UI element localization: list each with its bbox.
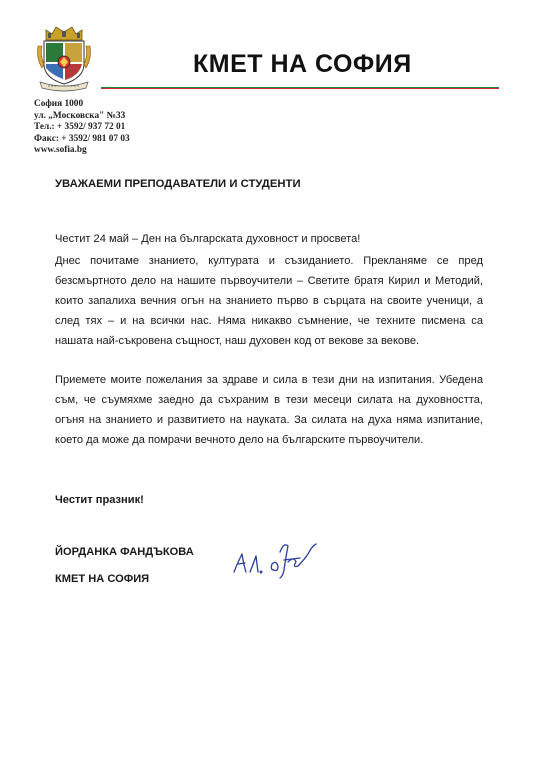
address-city: София 1000 [34,99,84,109]
paragraph-1: Честит 24 май – Ден на българската духовност и просвета! [55,233,361,245]
address-website: www.sofia.bg [34,145,87,155]
signatory-title: КМЕТ НА СОФИЯ [55,573,150,585]
handwritten-signature [228,532,328,580]
paragraph-3: Приемете моите пожелания за здраве и сила в тези дни на изпитания. Убедена съм, че съумяхме заедно да съхраним в тези месеци силата на духовността, огъня на знанието и развитието на науката. За силата на духа няма изпитание, което да може да помрачи вечното дело на българските първоучители. [55,374,483,446]
letter-greeting: УВАЖАЕМИ ПРЕПОДАВАТЕЛИ И СТУДЕНТИ [55,178,301,190]
signatory-name: ЙОРДАНКА ФАНДЪКОВА [55,546,194,558]
tricolor-line [101,86,499,89]
closing-line: Честит празник! [55,494,144,506]
address-block [34,99,130,157]
address-fax: Факс: + 3592/ 981 07 03 [34,133,130,144]
address-street: ул. „Московска" №33 [34,110,126,121]
letterhead-title: КМЕТ НА СОФИЯ [193,50,412,78]
paragraph-2: Днес почитаме знанието, културата и съзиданието. Прекланяме се пред безсмъртното дело на нашите първоучители – Светите братя Кирил и Методий, които запалиха вечния огън на знанието първо в сърцата на своите ученици, а след тях – и на всички нас. Няма никакво съмнение, че техните писмена са нашата най-съкровена същност, наш духовен код от векове за векове. [55,255,483,347]
address-phone: Тел.: + 3592/ 937 72 01 [34,122,126,132]
sofia-coat-of-arms-icon [34,24,94,92]
tricolor-red [101,88,499,89]
